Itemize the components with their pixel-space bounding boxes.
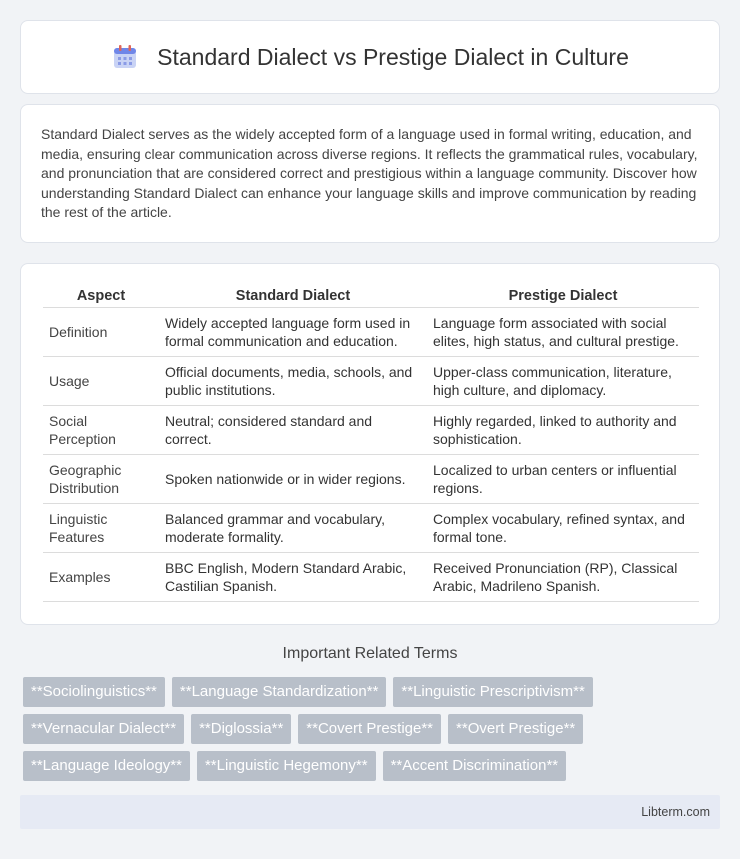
table-row	[43, 553, 699, 602]
footer-brand-link[interactable]: Libterm.com	[641, 805, 710, 819]
intro-text: Standard Dialect serves as the widely accepted form of a language used in formal writing, education, and media, ensuring clear communication across diverse regions. It reflects the grammatical rules, vocabulary, and pronunciation that are considered correct and prestigious within a language community. Discover how understanding Standard Dialect can enhance your language skills and improve communication by reading the rest of the article.	[41, 126, 698, 220]
prestige-cell: Upper-class communication, literature, high culture, and diplomacy.	[427, 357, 699, 406]
related-term-tag[interactable]: **Sociolinguistics**	[23, 677, 165, 707]
page-title: Standard Dialect vs Prestige Dialect in Culture	[157, 43, 629, 70]
related-terms-title: Important Related Terms	[282, 645, 458, 662]
standard-cell: BBC English, Modern Standard Arabic, Castilian Spanish.	[159, 553, 427, 602]
standard-cell: Spoken nationwide or in wider regions.	[159, 455, 427, 504]
intro-card	[20, 104, 720, 243]
aspect-cell: Geographic Distribution	[43, 455, 159, 504]
standard-cell: Widely accepted language form used in formal communication and education.	[159, 308, 427, 357]
aspect-cell: Usage	[43, 357, 159, 406]
related-term-tag[interactable]: **Language Standardization**	[172, 677, 387, 707]
aspect-cell: Definition	[43, 308, 159, 357]
table-row	[43, 455, 699, 504]
standard-cell: Official documents, media, schools, and public institutions.	[159, 357, 427, 406]
table-row	[43, 406, 699, 455]
related-term-tag[interactable]: **Vernacular Dialect**	[23, 714, 184, 744]
footer	[20, 795, 720, 829]
aspect-cell: Social Perception	[43, 406, 159, 455]
table-row	[43, 357, 699, 406]
column-header: Aspect	[43, 284, 159, 308]
aspect-cell: Linguistic Features	[43, 504, 159, 553]
column-header: Standard Dialect	[159, 284, 427, 308]
prestige-cell: Localized to urban centers or influential regions.	[427, 455, 699, 504]
prestige-cell: Language form associated with social elites, high status, and cultural prestige.	[427, 308, 699, 357]
table-row	[43, 504, 699, 553]
table-row	[43, 308, 699, 357]
related-term-tag[interactable]: **Diglossia**	[191, 714, 291, 744]
header-card	[20, 20, 720, 94]
related-term-tag[interactable]: **Language Ideology**	[23, 751, 190, 781]
standard-cell: Neutral; considered standard and correct.	[159, 406, 427, 455]
related-term-tag[interactable]: **Overt Prestige**	[448, 714, 583, 744]
related-terms-list	[23, 677, 723, 788]
related-term-tag[interactable]: **Linguistic Prescriptivism**	[393, 677, 592, 707]
related-term-tag[interactable]: **Accent Discrimination**	[383, 751, 567, 781]
related-term-tag[interactable]: **Covert Prestige**	[298, 714, 441, 744]
prestige-cell: Received Pronunciation (RP), Classical Arabic, Madrileno Spanish.	[427, 553, 699, 602]
standard-cell: Balanced grammar and vocabulary, moderate formality.	[159, 504, 427, 553]
prestige-cell: Complex vocabulary, refined syntax, and formal tone.	[427, 504, 699, 553]
prestige-cell: Highly regarded, linked to authority and sophistication.	[427, 406, 699, 455]
aspect-cell: Examples	[43, 553, 159, 602]
related-term-tag[interactable]: **Linguistic Hegemony**	[197, 751, 376, 781]
comparison-table-card	[20, 263, 720, 625]
calendar-icon	[111, 43, 139, 71]
comparison-table	[43, 284, 699, 602]
column-header: Prestige Dialect	[427, 284, 699, 308]
